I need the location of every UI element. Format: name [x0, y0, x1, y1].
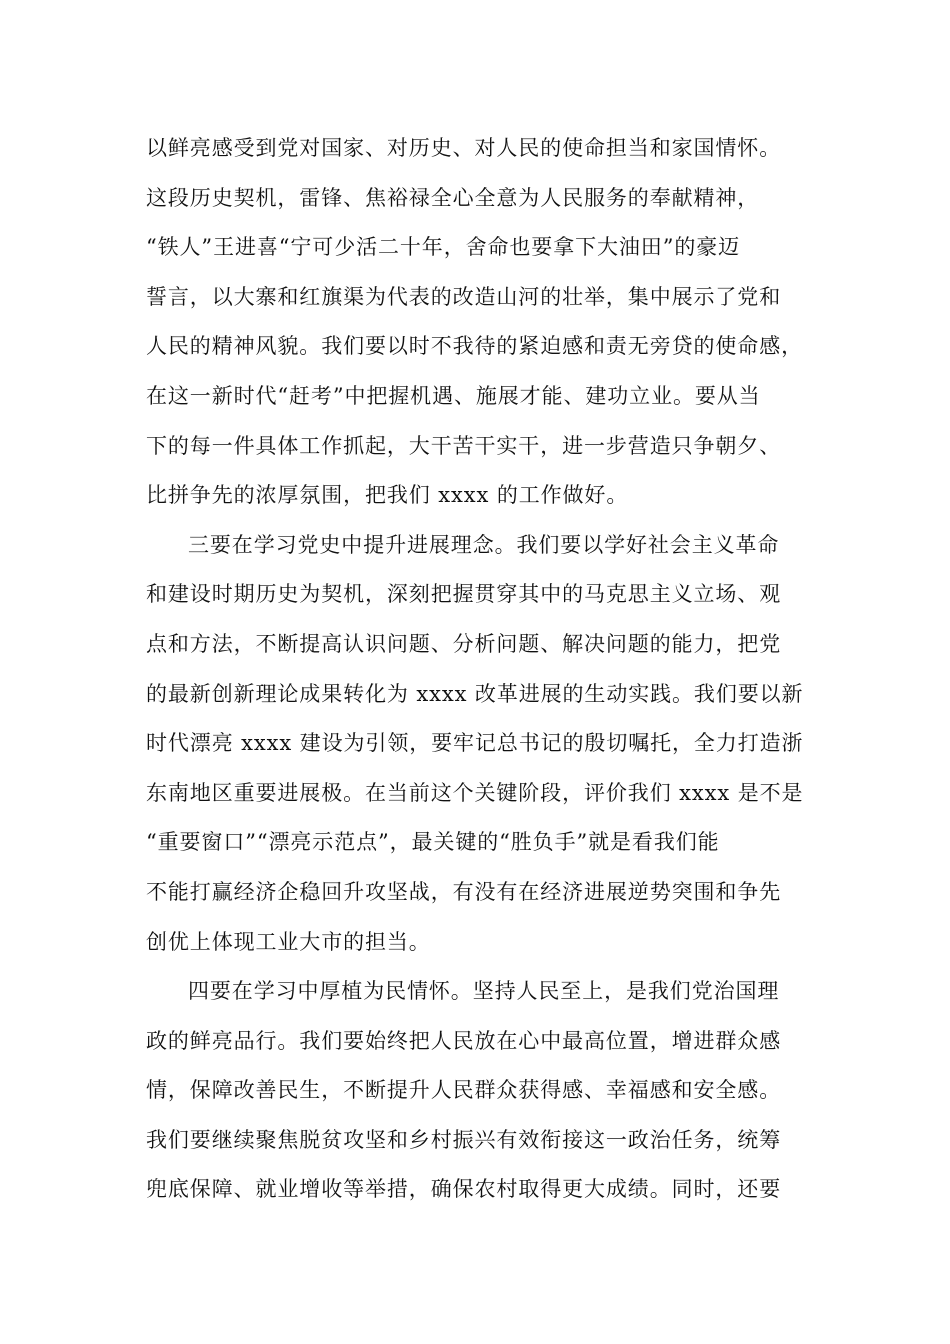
text-line: 下的每一件具体工作抓起，大干苦干实干，进一步营造只争朝夕、	[146, 433, 782, 458]
text-line: 兜底保障、就业增收等举措，确保农村取得更大成绩。同时，还要	[146, 1177, 782, 1202]
text-line: 四要在学习中厚植为民情怀。坚持人民至上，是我们党治国理	[188, 979, 780, 1004]
text-line: 比拼争先的浓厚氛围，把我们 xxxx 的工作做好。	[146, 483, 629, 508]
text-line: 不能打赢经济企稳回升攻坚战，有没有在经济进展逆势突围和争先	[146, 879, 782, 904]
text-line: 情，保障改善民生，不断提升人民群众获得感、幸福感和安全感。	[146, 1078, 782, 1103]
document-body	[146, 124, 846, 1215]
text-line: 我们要继续聚焦脱贫攻坚和乡村振兴有效衔接这一政治任务，统筹	[146, 1127, 782, 1152]
paragraph-fourth-point	[146, 967, 846, 1215]
text-line: 以鲜亮感受到党对国家、对历史、对人民的使命担当和家国情怀。	[146, 136, 782, 160]
paragraph-continuation	[146, 124, 846, 521]
text-line: 誓言，以大寨和红旗渠为代表的改造山河的壮举，集中展示了党和	[146, 284, 782, 309]
text-line: 的最新创新理论成果转化为 xxxx 改革进展的生动实践。我们要以新	[146, 681, 804, 706]
text-line: “重要窗口”“漂亮示范点”，最关键的“胜负手”就是看我们能	[146, 830, 720, 855]
text-line: 这段历史契机，雷锋、焦裕禄全心全意为人民服务的奉献精神，	[146, 185, 760, 210]
text-line: 点和方法，不断提高认识问题、分析问题、解决问题的能力，把党	[146, 631, 782, 656]
text-line: 创优上体现工业大市的担当。	[146, 929, 431, 954]
text-line: 在这一新时代“赶考”中把握机遇、施展才能、建功立业。要从当	[146, 383, 761, 408]
text-line: “铁人”王进喜“宁可少活二十年，舍命也要拿下大油田”的豪迈	[146, 235, 741, 260]
paragraph-third-point	[146, 521, 846, 967]
text-line: 和建设时期历史为契机，深刻把握贯穿其中的马克思主义立场、观	[146, 582, 782, 607]
text-line: 人民的精神风貌。我们要以时不我待的紧迫感和责无旁贷的使命感，	[146, 334, 803, 359]
text-line: 东南地区重要进展极。在当前这个关键阶段，评价我们 xxxx 是不是	[146, 780, 804, 805]
text-line: 时代漂亮 xxxx 建设为引领，要牢记总书记的殷切嘱托，全力打造浙	[146, 731, 804, 756]
text-line: 三要在学习党史中提升进展理念。我们要以学好社会主义革命	[188, 532, 780, 557]
text-line: 政的鲜亮品行。我们要始终把人民放在心中最高位置，增进群众感	[146, 1028, 782, 1053]
